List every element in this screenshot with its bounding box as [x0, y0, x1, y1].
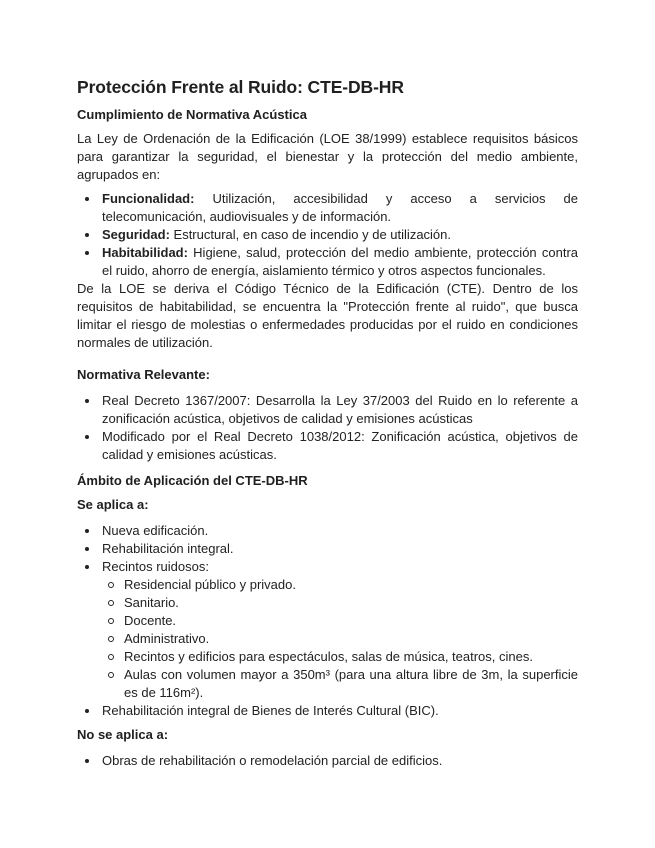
list-item: [77, 558, 578, 702]
section-heading-cumplimiento: Cumplimiento de Normativa Acústica: [77, 107, 307, 122]
list-item: [77, 190, 578, 226]
document-title: Protección Frente al Ruido: CTE-DB-HR: [77, 77, 404, 97]
recintos-sublist: [102, 576, 578, 702]
cte-paragraph: De la LOE se deriva el Código Técnico de la Edificación (CTE). Dentro de los requisitos de habitabilidad, se encuentra la "Protección frente al ruido", que busca limitar el riesgo de molestias o enfermedades producidas por el ruido en condiciones normales de utilización.: [77, 281, 578, 350]
list-item: Real Decreto 1367/2007: Desarrolla la Ley 37/2003 del Ruido en lo referente a zonificación acústica, objetivos de calidad y emisiones acústicas: [77, 392, 578, 428]
not-applies-list: [77, 752, 578, 770]
sub-list-item: Recintos y edificios para espectáculos, salas de música, teatros, cines.: [102, 648, 578, 666]
list-item: Rehabilitación integral de Bienes de Interés Cultural (BIC).: [77, 702, 578, 720]
applies-list: [77, 522, 578, 720]
list-item: Rehabilitación integral.: [77, 540, 578, 558]
list-item: Modificado por el Real Decreto 1038/2012: Zonificación acústica, objetivos de calidad y emisiones acústicas.: [77, 428, 578, 464]
list-item: Nueva edificación.: [77, 522, 578, 540]
requirement-text: Estructural, en caso de incendio y de utilización.: [169, 227, 452, 242]
sub-list-item: Administrativo.: [102, 630, 578, 648]
intro-paragraph: La Ley de Ordenación de la Edificación (LOE 38/1999) establece requisitos básicos para garantizar la seguridad, el bienestar y la protección del medio ambiente, agrupados en:: [77, 131, 578, 182]
section-heading-normativa: Normativa Relevante:: [77, 367, 210, 382]
requirement-text: Higiene, salud, protección del medio ambiente, protección contra el ruido, ahorro de energía, aislamiento térmico y otros aspectos funcionales.: [102, 245, 578, 278]
requirements-list: [77, 190, 578, 280]
list-item-text: Recintos ruidosos:: [102, 559, 209, 574]
sub-list-item: Residencial público y privado.: [102, 576, 578, 594]
requirement-text: Utilización, accesibilidad y acceso a servicios de telecomunicación, audiovisuales y de información.: [102, 191, 578, 224]
list-item: [77, 244, 578, 280]
sub-list-item: Sanitario.: [102, 594, 578, 612]
list-item: Obras de rehabilitación o remodelación parcial de edificios.: [77, 752, 578, 770]
section-heading-ambito: Ámbito de Aplicación del CTE-DB-HR: [77, 473, 308, 488]
applies-heading: Se aplica a:: [77, 497, 149, 512]
not-applies-heading: No se aplica a:: [77, 727, 169, 742]
requirement-label: Seguridad:: [102, 227, 170, 242]
sub-list-item: Aulas con volumen mayor a 350m³ (para una altura libre de 3m, la superficie es de 116m²).: [102, 666, 578, 702]
requirement-label: Funcionalidad:: [102, 191, 195, 206]
requirement-label: Habitabilidad:: [102, 245, 188, 260]
normativa-list: [77, 392, 578, 464]
sub-list-item: Docente.: [102, 612, 578, 630]
list-item: [77, 226, 578, 244]
